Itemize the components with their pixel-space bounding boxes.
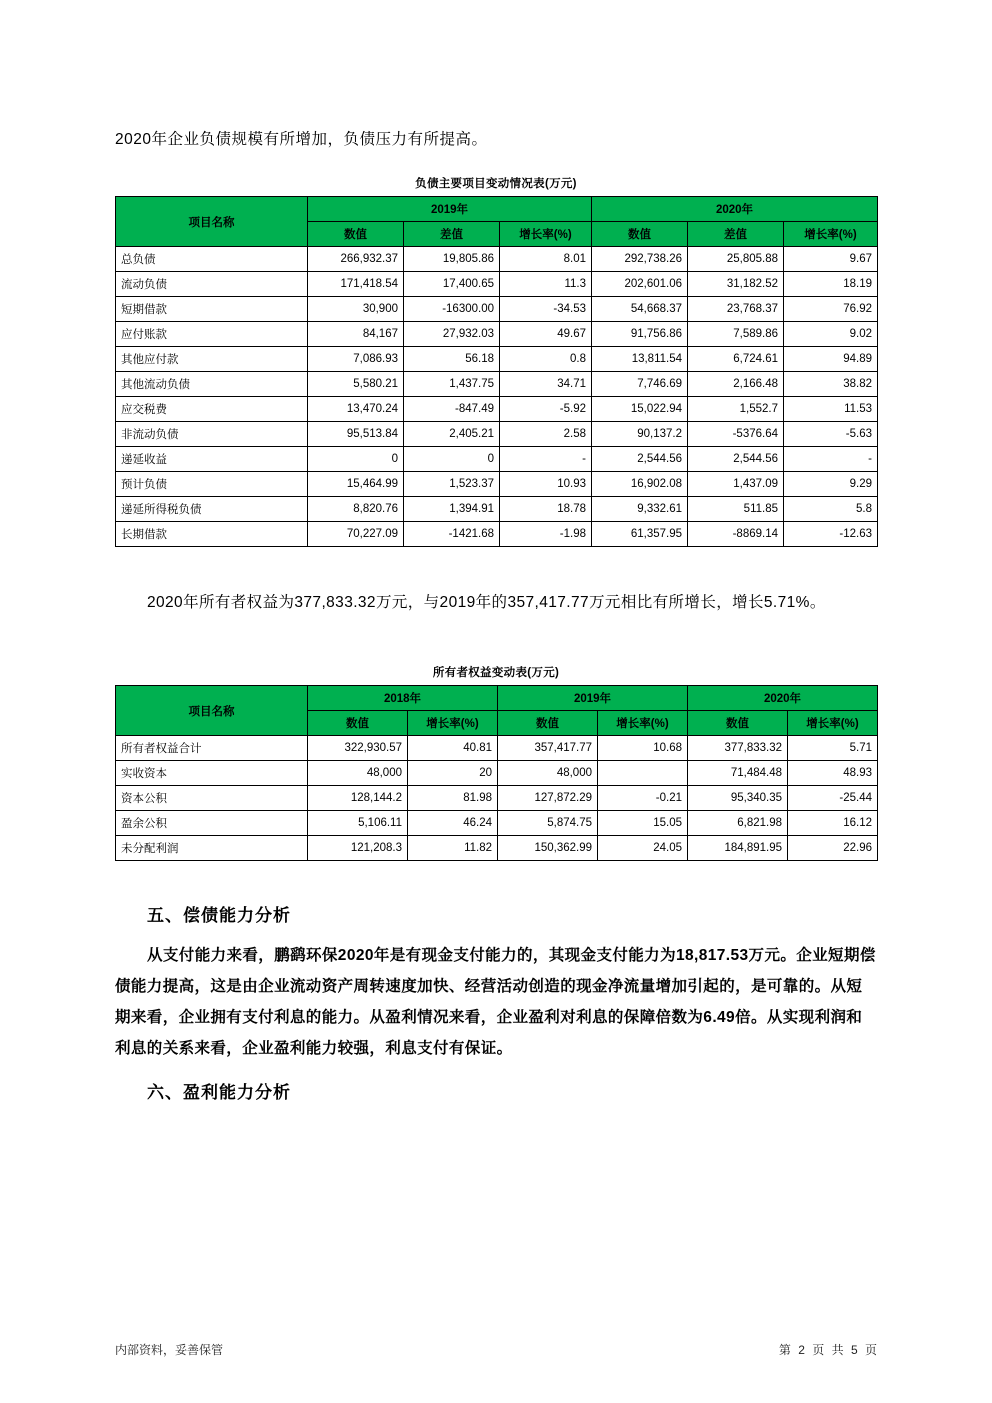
cell-2020-value: 15,022.94 [592, 397, 688, 422]
cell-2019-growth: 0.8 [500, 347, 592, 372]
cell-2020-growth: 9.67 [784, 247, 878, 272]
cell-2019-growth: 10.68 [598, 736, 688, 761]
row-label: 实收资本 [116, 761, 308, 786]
spacer [115, 1064, 877, 1078]
cell-2019-growth: -0.21 [598, 786, 688, 811]
cell-2020-value: 13,811.54 [592, 347, 688, 372]
table-row [116, 347, 878, 372]
section-heading-5: 五、偿债能力分析 [147, 906, 291, 926]
row-label: 盈余公积 [116, 811, 308, 836]
cell-2020-growth: 38.82 [784, 372, 878, 397]
row-label: 递延收益 [116, 447, 308, 472]
col-year-2020: 2020年 [688, 686, 878, 711]
cell-2020-diff: 31,182.52 [688, 272, 784, 297]
equity-table-body [116, 736, 878, 861]
section-heading-6: 六、盈利能力分析 [147, 1083, 291, 1103]
cell-2020-value: 90,137.2 [592, 422, 688, 447]
cell-2019-value: 5,580.21 [308, 372, 404, 397]
cell-2020-growth: 9.29 [784, 472, 878, 497]
row-label: 短期借款 [116, 297, 308, 322]
cell-2018-growth: 20 [408, 761, 498, 786]
cell-2019-growth: 24.05 [598, 836, 688, 861]
row-label: 递延所得税负债 [116, 497, 308, 522]
cell-2020-growth: 18.19 [784, 272, 878, 297]
cell-2020-diff: -8869.14 [688, 522, 784, 547]
cell-2020-diff: 511.85 [688, 497, 784, 522]
footer-note: 内部资料，妥善保管 [115, 1343, 224, 1357]
cell-2019-value: 357,417.77 [498, 736, 598, 761]
cell-2019-growth: 8.01 [500, 247, 592, 272]
cell-2020-growth: 11.53 [784, 397, 878, 422]
cell-2020-diff: 25,805.88 [688, 247, 784, 272]
cell-2019-diff: -16300.00 [404, 297, 500, 322]
cell-2018-growth: 11.82 [408, 836, 498, 861]
col-year-2019: 2019年 [308, 197, 592, 222]
cell-2020-value: 292,738.26 [592, 247, 688, 272]
cell-2020-diff: 1,437.09 [688, 472, 784, 497]
spacer [115, 926, 877, 940]
cell-2019-diff: 17,400.65 [404, 272, 500, 297]
col-2018-value: 数值 [308, 711, 408, 736]
col-year-2020: 2020年 [592, 197, 878, 222]
table-row [116, 247, 878, 272]
cell-2020-growth: -5.63 [784, 422, 878, 447]
cell-2020-value: 9,332.61 [592, 497, 688, 522]
cell-2019-value: 0 [308, 447, 404, 472]
cell-2020-value: 71,484.48 [688, 761, 788, 786]
cell-2020-value: 7,746.69 [592, 372, 688, 397]
cell-2020-diff: 1,552.7 [688, 397, 784, 422]
col-item-name: 项目名称 [116, 686, 308, 736]
cell-2019-diff: 0 [404, 447, 500, 472]
cell-2019-value: 13,470.24 [308, 397, 404, 422]
table-row [116, 297, 878, 322]
table-header-row [116, 686, 878, 711]
col-year-2019: 2019年 [498, 686, 688, 711]
col-2019-value: 数值 [308, 222, 404, 247]
cell-2018-growth: 81.98 [408, 786, 498, 811]
liability-table [115, 196, 878, 547]
row-label: 所有者权益合计 [116, 736, 308, 761]
cell-2019-value: 266,932.37 [308, 247, 404, 272]
table-header-row [116, 197, 878, 222]
table-row [116, 786, 878, 811]
spacer [115, 618, 877, 664]
cell-2019-value: 171,418.54 [308, 272, 404, 297]
cell-2020-growth: 5.71 [788, 736, 878, 761]
cell-2019-value: 8,820.76 [308, 497, 404, 522]
equity-paragraph: 2020年所有者权益为377,833.32万元，与2019年的357,417.77万元相比有所增长，增长5.71%。 [147, 594, 826, 612]
cell-2018-growth: 46.24 [408, 811, 498, 836]
row-label: 其他流动负债 [116, 372, 308, 397]
cell-2020-value: 61,357.95 [592, 522, 688, 547]
cell-2019-value: 127,872.29 [498, 786, 598, 811]
cell-2018-value: 5,106.11 [308, 811, 408, 836]
col-2019-diff: 差值 [404, 222, 500, 247]
cell-2018-growth: 40.81 [408, 736, 498, 761]
col-2019-growth: 增长率(%) [598, 711, 688, 736]
equity-table-title: 所有者权益变动表(万元) [432, 667, 560, 680]
table-row [116, 272, 878, 297]
liability-table-body [116, 247, 878, 547]
cell-2019-growth [598, 761, 688, 786]
cell-2019-value: 48,000 [498, 761, 598, 786]
table-row [116, 447, 878, 472]
col-2019-value: 数值 [498, 711, 598, 736]
table-row [116, 472, 878, 497]
cell-2018-value: 128,144.2 [308, 786, 408, 811]
table-row [116, 397, 878, 422]
cell-2020-growth: 5.8 [784, 497, 878, 522]
cell-2020-growth: -12.63 [784, 522, 878, 547]
cell-2019-growth: 49.67 [500, 322, 592, 347]
section-5-paragraph: 从支付能力来看，鹏鹞环保2020年是有现金支付能力的，其现金支付能力为18,817.53万元。企业短期偿债能力提高，这是由企业流动资产周转速度加快、经营活动创造的现金净流量增加引起的，是可靠的。从短期来看，企业拥有支付利息的能力。从盈利情况来看，企业盈利对利息的保障倍数为6.49倍。从实现利润和利息的关系来看，企业盈利能力较强，利息支付有保证。 [115, 947, 876, 1058]
cell-2018-value: 48,000 [308, 761, 408, 786]
cell-2019-value: 70,227.09 [308, 522, 404, 547]
row-label: 预计负债 [116, 472, 308, 497]
table-row [116, 497, 878, 522]
row-label: 流动负债 [116, 272, 308, 297]
cell-2020-diff: 6,724.61 [688, 347, 784, 372]
cell-2019-diff: 19,805.86 [404, 247, 500, 272]
cell-2020-value: 377,833.32 [688, 736, 788, 761]
table-row [116, 372, 878, 397]
cell-2019-growth: -1.98 [500, 522, 592, 547]
table-row [116, 811, 878, 836]
col-2019-growth: 增长率(%) [500, 222, 592, 247]
footer-pagination [775, 1341, 877, 1358]
intro-paragraph: 2020年企业负债规模有所增加，负债压力有所提高。 [115, 131, 488, 148]
cell-2020-diff: 7,589.86 [688, 322, 784, 347]
spacer [115, 547, 877, 587]
page-unit: 页 [812, 1343, 825, 1357]
table-row [116, 422, 878, 447]
cell-2019-diff: 2,405.21 [404, 422, 500, 447]
cell-2020-value: 95,340.35 [688, 786, 788, 811]
page-number: 2 [798, 1343, 805, 1357]
row-label: 非流动负债 [116, 422, 308, 447]
cell-2020-growth: 76.92 [784, 297, 878, 322]
table-row [116, 322, 878, 347]
cell-2020-value: 184,891.95 [688, 836, 788, 861]
cell-2019-growth: 34.71 [500, 372, 592, 397]
cell-2019-value: 5,874.75 [498, 811, 598, 836]
row-label: 应付账款 [116, 322, 308, 347]
cell-2020-value: 91,756.86 [592, 322, 688, 347]
cell-2018-value: 121,208.3 [308, 836, 408, 861]
total-unit: 页 [864, 1343, 877, 1357]
row-label: 总负债 [116, 247, 308, 272]
cell-2020-value: 16,902.08 [592, 472, 688, 497]
table-row [116, 736, 878, 761]
col-2020-growth: 增长率(%) [788, 711, 878, 736]
cell-2020-value: 2,544.56 [592, 447, 688, 472]
cell-2019-value: 150,362.99 [498, 836, 598, 861]
table-row [116, 761, 878, 786]
cell-2020-growth: 9.02 [784, 322, 878, 347]
total-pages: 5 [850, 1343, 858, 1357]
cell-2019-diff: 56.18 [404, 347, 500, 372]
row-label: 未分配利润 [116, 836, 308, 861]
cell-2020-growth: 48.93 [788, 761, 878, 786]
cell-2020-value: 202,601.06 [592, 272, 688, 297]
cell-2019-growth: 18.78 [500, 497, 592, 522]
cell-2019-value: 7,086.93 [308, 347, 404, 372]
cell-2020-growth: 22.96 [788, 836, 878, 861]
cell-2019-diff: -1421.68 [404, 522, 500, 547]
table-row [116, 522, 878, 547]
col-2020-diff: 差值 [688, 222, 784, 247]
cell-2019-growth: 11.3 [500, 272, 592, 297]
col-year-2018: 2018年 [308, 686, 498, 711]
cell-2019-diff: 1,523.37 [404, 472, 500, 497]
cell-2019-diff: 1,437.75 [404, 372, 500, 397]
cell-2020-growth: 94.89 [784, 347, 878, 372]
cell-2020-growth: 16.12 [788, 811, 878, 836]
liability-table-title: 负债主要项目变动情况表(万元) [415, 178, 577, 191]
cell-2019-value: 30,900 [308, 297, 404, 322]
cell-2018-value: 322,930.57 [308, 736, 408, 761]
cell-2020-diff: 2,166.48 [688, 372, 784, 397]
total-prefix: 共 [831, 1343, 844, 1357]
spacer [115, 861, 877, 901]
cell-2020-growth: -25.44 [788, 786, 878, 811]
page-prefix: 第 [778, 1343, 791, 1357]
table-row [116, 836, 878, 861]
cell-2019-growth: - [500, 447, 592, 472]
cell-2019-value: 84,167 [308, 322, 404, 347]
col-2020-value: 数值 [592, 222, 688, 247]
col-2018-growth: 增长率(%) [408, 711, 498, 736]
spacer [115, 153, 877, 175]
col-2020-growth: 增长率(%) [784, 222, 878, 247]
cell-2020-diff: 2,544.56 [688, 447, 784, 472]
cell-2019-diff: -847.49 [404, 397, 500, 422]
cell-2019-growth: 10.93 [500, 472, 592, 497]
cell-2019-value: 95,513.84 [308, 422, 404, 447]
cell-2020-value: 54,668.37 [592, 297, 688, 322]
row-label: 应交税费 [116, 397, 308, 422]
cell-2020-value: 6,821.98 [688, 811, 788, 836]
cell-2019-growth: -34.53 [500, 297, 592, 322]
cell-2020-diff: 23,768.37 [688, 297, 784, 322]
cell-2019-diff: 27,932.03 [404, 322, 500, 347]
cell-2019-growth: -5.92 [500, 397, 592, 422]
cell-2019-growth: 2.58 [500, 422, 592, 447]
page-footer [115, 1341, 877, 1358]
cell-2019-diff: 1,394.91 [404, 497, 500, 522]
cell-2019-growth: 15.05 [598, 811, 688, 836]
cell-2020-diff: -5376.64 [688, 422, 784, 447]
cell-2019-value: 15,464.99 [308, 472, 404, 497]
equity-table [115, 685, 878, 861]
cell-2020-growth: - [784, 447, 878, 472]
row-label: 长期借款 [116, 522, 308, 547]
col-2020-value: 数值 [688, 711, 788, 736]
row-label: 其他应付款 [116, 347, 308, 372]
col-item-name: 项目名称 [116, 197, 308, 247]
row-label: 资本公积 [116, 786, 308, 811]
